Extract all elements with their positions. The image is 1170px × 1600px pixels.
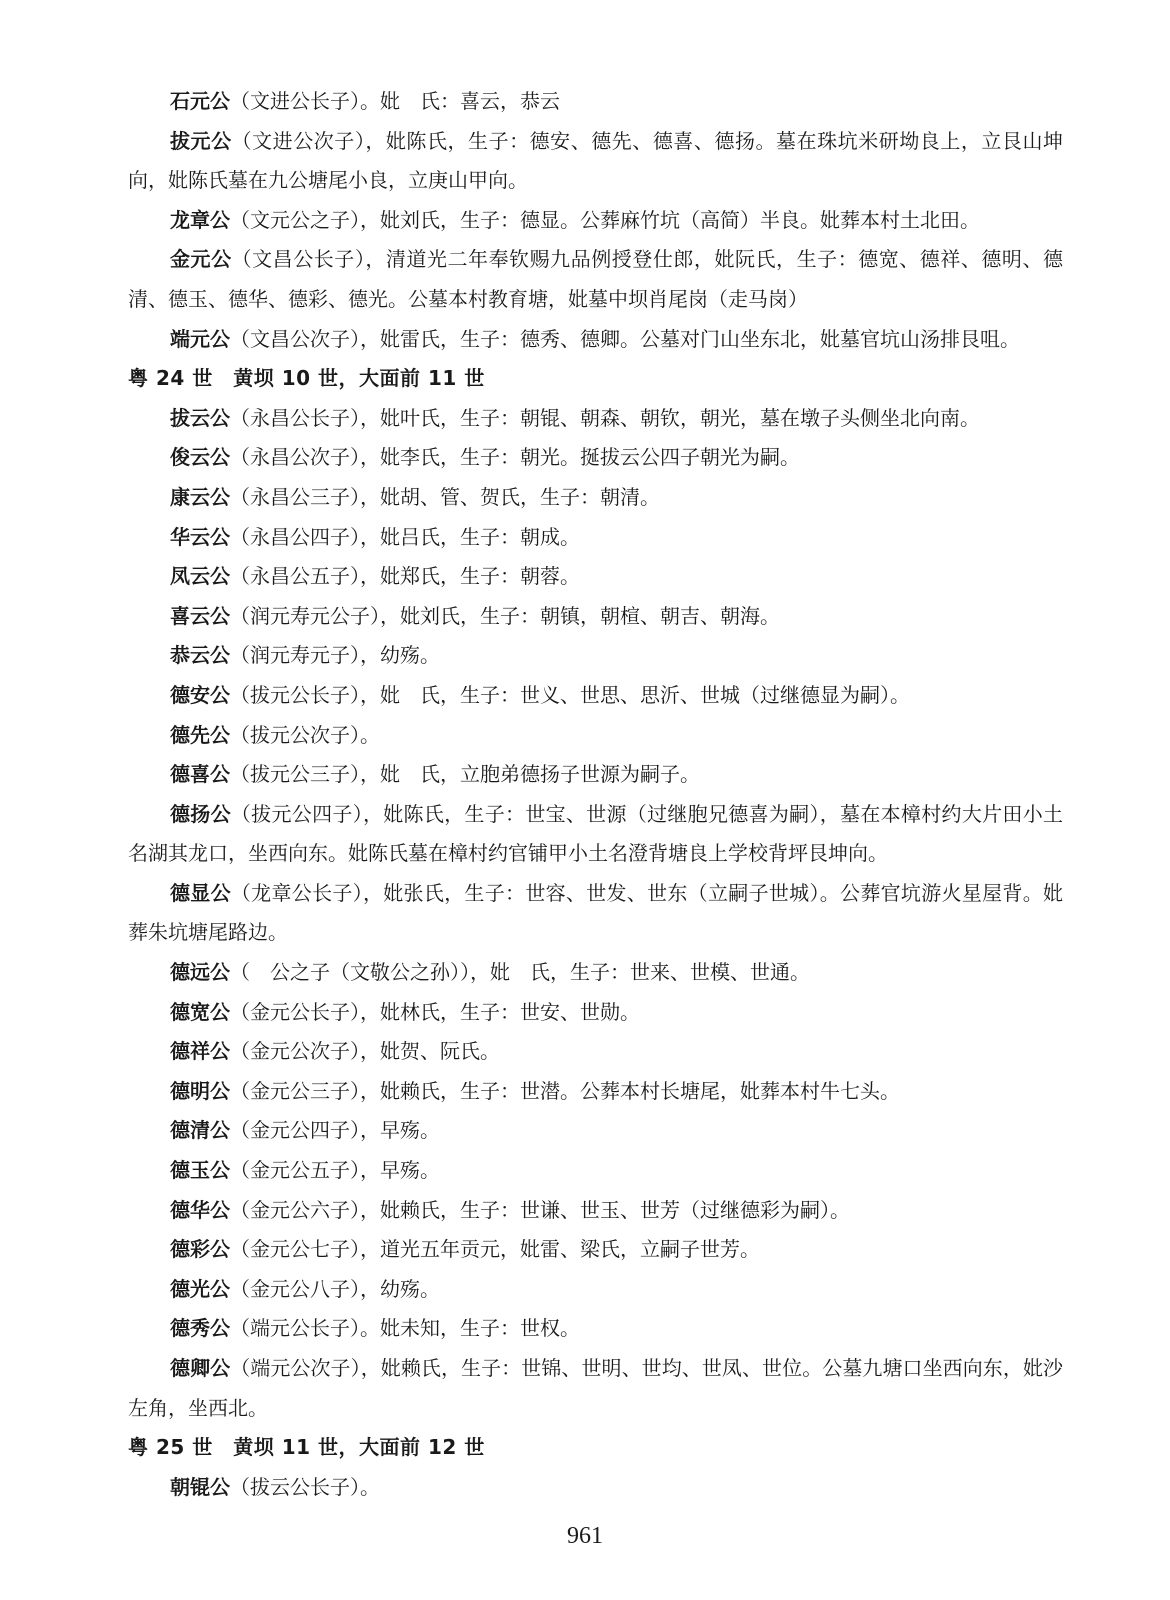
entry-text: （金元公八子），幼殇。	[230, 1276, 440, 1301]
ancestor-name: 德安公	[170, 682, 230, 707]
ancestor-name: 德先公	[170, 722, 230, 747]
ancestor-name: 华云公	[170, 524, 230, 549]
entry-text: （金元公七子），道光五年贡元，妣雷、梁氏，立嗣子世芳。	[230, 1237, 760, 1262]
genealogy-entry	[128, 1309, 1063, 1349]
genealogy-entry	[128, 1072, 1063, 1112]
ancestor-name: 德祥公	[170, 1039, 230, 1064]
genealogy-entry	[128, 240, 1063, 319]
genealogy-entry	[128, 1111, 1063, 1151]
ancestor-name: 金元公	[170, 247, 232, 272]
entry-text: （永昌公四子），妣吕氏，生子：朝成。	[230, 524, 580, 549]
genealogy-entry	[128, 82, 1063, 122]
entry-text: （拔元公三子），妣 氏，立胞弟德扬子世源为嗣子。	[230, 762, 700, 787]
ancestor-name: 德显公	[170, 880, 231, 905]
entry-text: （金元公六子），妣赖氏，生子：世谦、世玉、世芳（过继德彩为嗣）。	[230, 1197, 850, 1222]
generation-heading: 粤 25 世 黄坝 11 世，大面前 12 世	[128, 1435, 485, 1460]
entry-text: （永昌公次子），妣李氏，生子：朝光。挻拔云公四子朝光为嗣。	[230, 445, 800, 470]
ancestor-name: 德扬公	[170, 801, 231, 826]
ancestor-name: 康云公	[170, 484, 230, 509]
genealogy-entry	[128, 1349, 1063, 1428]
ancestor-name: 端元公	[170, 326, 230, 351]
entry-text: （拔元公次子）。	[230, 722, 380, 747]
entry-text: （文昌公长子），清道光二年奉钦赐九品例授登仕郎，妣阮氏，生子：德宽、德祥、德明、德清、德玉、德华、德彩、德光。公墓本村教育塘，妣墓中坝肖尾岗（走马岗）	[128, 247, 1064, 311]
entry-text: （金元公四子），早殇。	[230, 1118, 440, 1143]
genealogy-entry	[128, 993, 1063, 1033]
entry-text: （永昌公长子），妣叶氏，生子：朝锟、朝森、朝钦，朝光，墓在墩子头侧坐北向南。	[230, 405, 980, 430]
ancestor-name: 德光公	[170, 1276, 230, 1301]
genealogy-entry	[128, 478, 1063, 518]
genealogy-entry	[128, 1191, 1063, 1231]
genealogy-entry	[128, 1468, 1063, 1508]
genealogy-entry	[128, 755, 1063, 795]
entry-text: （文进公长子）。妣 氏：喜云，恭云	[230, 89, 560, 113]
genealogy-entry	[128, 716, 1063, 756]
ancestor-name: 朝锟公	[170, 1474, 230, 1499]
ancestor-name: 德彩公	[170, 1237, 230, 1262]
entry-text: （永昌公三子），妣胡、管、贺氏，生子：朝清。	[230, 484, 660, 509]
entry-text: （金元公次子），妣贺、阮氏。	[230, 1039, 500, 1064]
genealogy-entry	[128, 636, 1063, 676]
genealogy-entry	[128, 1230, 1063, 1270]
ancestor-name: 德宽公	[170, 999, 230, 1024]
genealogy-entry	[128, 874, 1063, 953]
ancestor-name: 德喜公	[170, 762, 230, 787]
entry-text: （ 公之子（文敬公之孙）），妣 氏，生子：世来、世模、世通。	[230, 960, 810, 985]
entry-text: （金元公三子），妣赖氏，生子：世潜。公葬本村长塘尾，妣葬本村牛七头。	[230, 1078, 900, 1103]
genealogy-entry	[128, 676, 1063, 716]
ancestor-name: 德华公	[170, 1197, 230, 1222]
entry-text: （端元公次子），妣赖氏，生子：世锦、世明、世均、世凤、世位。公墓九塘口坐西向东，妣沙左角，坐西北。	[128, 1356, 1064, 1420]
genealogy-entry	[128, 953, 1063, 993]
entry-text: （润元寿元子），幼殇。	[230, 643, 440, 668]
ancestor-name: 龙章公	[170, 207, 230, 232]
entry-text: （润元寿元公子），妣刘氏，生子：朝镇，朝楦、朝吉、朝海。	[230, 603, 780, 628]
ancestor-name: 喜云公	[170, 603, 230, 628]
ancestor-name: 德远公	[170, 960, 230, 985]
entry-text: （金元公五子），早殇。	[230, 1158, 440, 1183]
entry-text: （拔元公长子），妣 氏，生子：世义、世思、思沂、世城（过继德显为嗣）。	[230, 682, 910, 707]
genealogy-entry	[128, 1151, 1063, 1191]
ancestor-name: 凤云公	[170, 564, 230, 589]
ancestor-name: 恭云公	[170, 643, 230, 668]
ancestor-name: 德卿公	[170, 1356, 231, 1380]
ancestor-name: 德清公	[170, 1118, 230, 1143]
entry-text: （文进公次子），妣陈氏，生子：德安、德先、德喜、德扬。墓在珠坑米研坳良上，立艮山坤向，妣陈氏墓在九公塘尾小良，立庚山甲向。	[128, 128, 1064, 193]
genealogy-entry	[128, 201, 1063, 241]
ancestor-name: 拔云公	[170, 405, 230, 430]
page-number: 961	[567, 1523, 603, 1549]
entry-text: （金元公长子），妣林氏，生子：世安、世勋。	[230, 999, 640, 1024]
genealogy-entry	[128, 1032, 1063, 1072]
entry-text: （拔元公四子），妣陈氏，生子：世宝、世源（过继胞兄德喜为嗣），墓在本樟村约大片田小土名湖其龙口，坐西向东。妣陈氏墓在樟村约官铺甲小土名澄背塘良上学校背坪艮坤向。	[128, 801, 1064, 866]
genealogy-entry	[128, 1270, 1063, 1310]
genealogy-text-column	[128, 82, 1063, 1507]
ancestor-name: 德秀公	[170, 1316, 230, 1341]
entry-text: （文昌公次子），妣雷氏，生子：德秀、德卿。公墓对门山坐东北，妣墓官坑山汤排艮咀。	[230, 326, 1020, 351]
entry-text: （文元公之子），妣刘氏，生子：德显。公葬麻竹坑（高简）半良。妣葬本村土北田。	[230, 207, 980, 232]
genealogy-entry	[128, 597, 1063, 637]
genealogy-entry	[128, 438, 1063, 478]
entry-text: （拔云公长子）。	[230, 1474, 380, 1499]
genealogy-entry	[128, 795, 1063, 874]
ancestor-name: 石元公	[170, 89, 230, 113]
entry-text: （端元公长子）。妣未知，生子：世权。	[230, 1316, 580, 1341]
genealogy-entry	[128, 518, 1063, 558]
entry-text: （龙章公长子），妣张氏，生子：世容、世发、世东（立嗣子世城）。公葬官坑游火星屋背。妣葬朱坑塘尾路边。	[128, 880, 1064, 945]
ancestor-name: 德玉公	[170, 1158, 230, 1183]
ancestor-name: 俊云公	[170, 445, 230, 470]
generation-heading: 粤 24 世 黄坝 10 世，大面前 11 世	[128, 366, 485, 391]
genealogy-entry	[128, 557, 1063, 597]
genealogy-entry	[128, 320, 1063, 360]
ancestor-name: 拔元公	[170, 128, 232, 153]
genealogy-entry	[128, 122, 1063, 201]
entry-text: （永昌公五子），妣郑氏，生子：朝蓉。	[230, 564, 580, 589]
ancestor-name: 德明公	[170, 1078, 230, 1103]
genealogy-entry	[128, 399, 1063, 439]
